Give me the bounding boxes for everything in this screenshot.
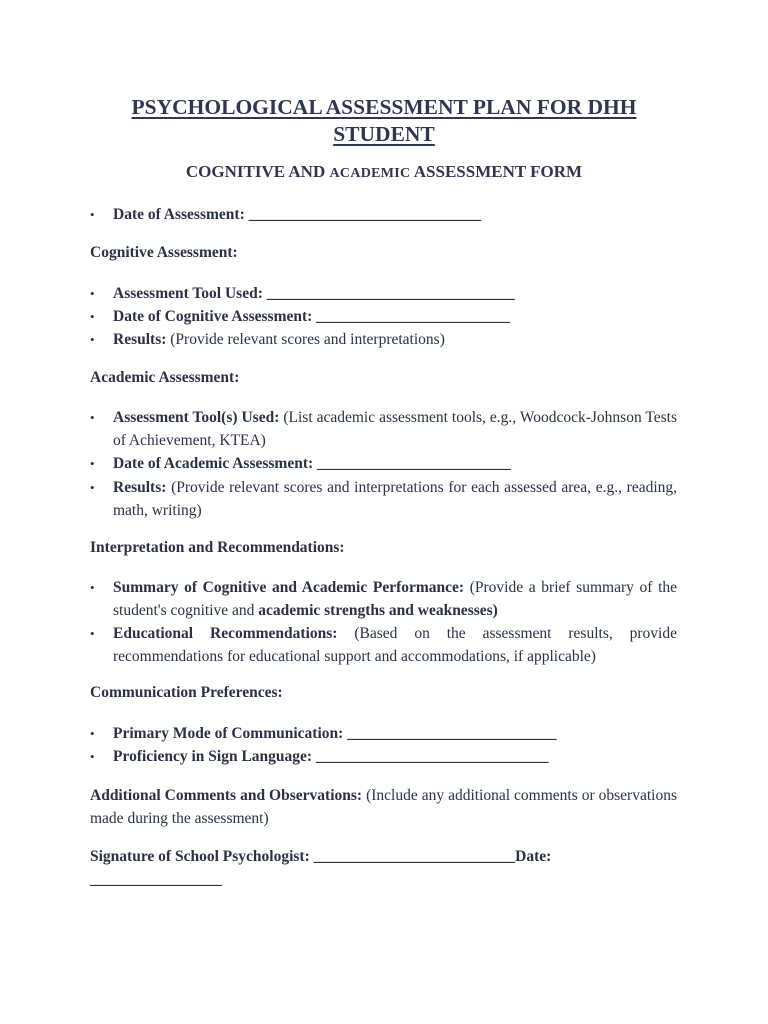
signature-date-blank: _________________	[90, 871, 222, 888]
title-line-2: STUDENT	[333, 122, 435, 146]
bullet-icon: •	[90, 410, 95, 425]
communication-heading: Communication Preferences:	[90, 684, 283, 701]
cognitive-date-field[interactable]: • Date of Cognitive Assessment: _________________________	[90, 305, 677, 328]
page-title	[0, 94, 768, 148]
bullet-icon: •	[90, 726, 95, 741]
cognitive-heading: Cognitive Assessment:	[90, 244, 238, 261]
bullet-icon: •	[90, 480, 95, 495]
additional-comments-paragraph: Additional Comments and Observations: (Include any additional comments or observations made during the assessment)	[90, 787, 677, 827]
bullet-icon: •	[90, 580, 95, 595]
bullet-icon: •	[90, 286, 95, 301]
academic-tools-item: • Assessment Tool(s) Used: (List academic assessment tools, e.g., Woodcock-Johnson Tests of Achievement, KTEA)	[90, 406, 677, 452]
bullet-icon: •	[90, 207, 95, 222]
academic-heading: Academic Assessment:	[90, 369, 240, 386]
date-of-assessment-field[interactable]: • Date of Assessment: ______________________________	[90, 203, 677, 226]
academic-results-item: • Results: (Provide relevant scores and interpretations for each assessed area, e.g., reading, math, writing)	[90, 476, 677, 522]
bullet-icon: •	[90, 749, 95, 764]
interpretation-heading: Interpretation and Recommendations:	[90, 539, 345, 556]
academic-date-field[interactable]: • Date of Academic Assessment: _________________________	[90, 452, 677, 475]
bullet-icon: •	[90, 456, 95, 471]
cognitive-results-item: • Results: (Provide relevant scores and interpretations)	[90, 328, 677, 351]
title-line-1: PSYCHOLOGICAL ASSESSMENT PLAN FOR DHH	[131, 95, 637, 119]
form-subtitle: COGNITIVE AND ACADEMIC ASSESSMENT FORM	[185, 162, 583, 181]
signature-line[interactable]: Signature of School Psychologist: __________________________Date: _________________	[90, 848, 552, 888]
primary-communication-field[interactable]: • Primary Mode of Communication: ___________________________	[90, 722, 677, 745]
bullet-icon: •	[90, 332, 95, 347]
bullet-icon: •	[90, 309, 95, 324]
sign-language-proficiency-field[interactable]: • Proficiency in Sign Language: ______________________________	[90, 745, 677, 768]
bullet-icon: •	[90, 626, 95, 641]
educational-recommendations-item: • Educational Recommendations: (Based on the assessment results, provide recommendations for educational support and accommodations, if applicable)	[90, 622, 677, 668]
performance-summary-item: • Summary of Cognitive and Academic Performance: (Provide a brief summary of the student's cognitive and academic strengths and weaknesses)	[90, 576, 677, 622]
cognitive-tool-field[interactable]: • Assessment Tool Used: ________________________________	[90, 282, 677, 305]
